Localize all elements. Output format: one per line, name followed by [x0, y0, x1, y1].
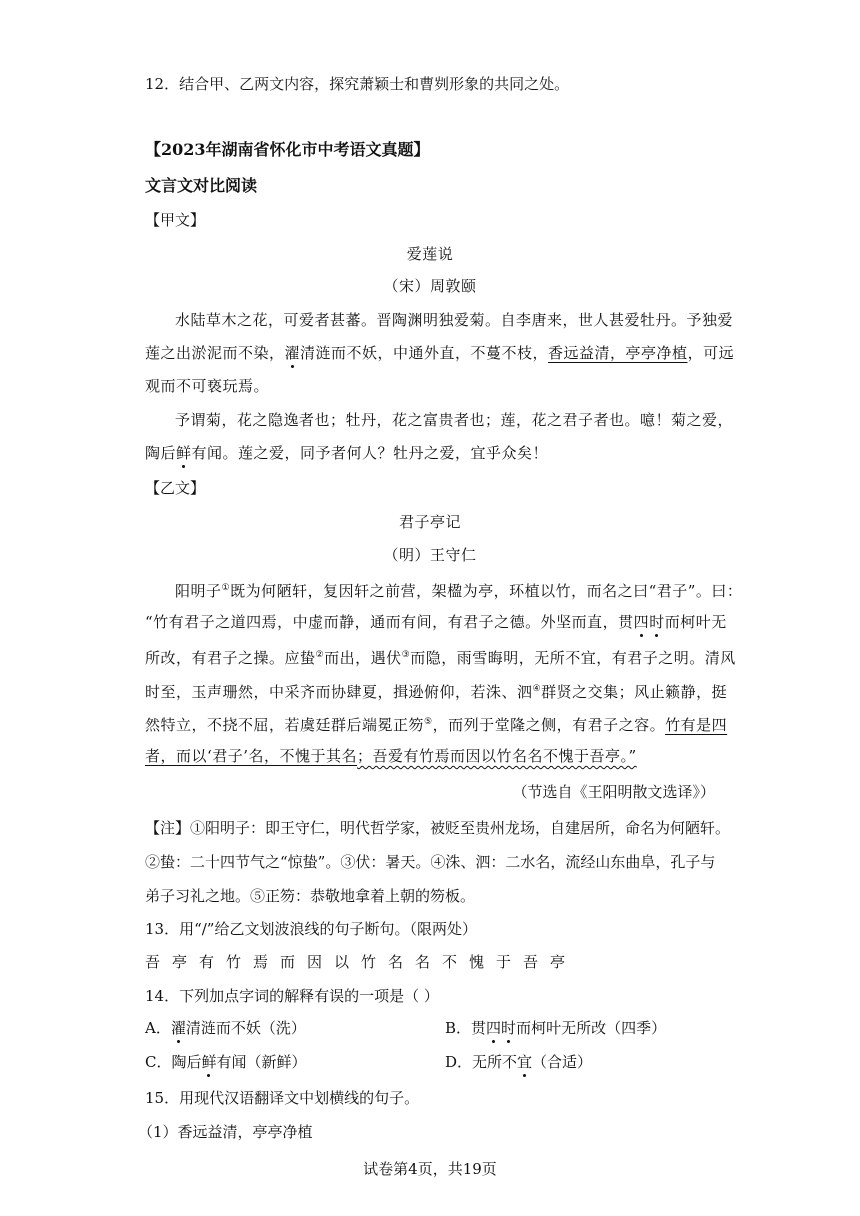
yi-label: 【乙文】 [145, 479, 206, 497]
jia-para2-line2: 陶后鲜有闻。莲之爱，同予者何人？牡丹之爱，宜乎众矣！ [145, 444, 549, 462]
option-c: C．陶后鲜有闻（新鲜） [145, 1053, 307, 1071]
jia-para2-line1: 予谓菊，花之隐逸者也；牡丹，花之富贵者也；莲，花之君子者也。噫！菊之爱， [175, 411, 734, 429]
question-12: 12．结合甲、乙两文内容，探究萧颖士和曹刿形象的共同之处。 [145, 75, 570, 93]
jia-para1-line2: 莲之出淤泥而不染，濯清涟而不妖，中通外直，不蔓不枝，香远益清，亭亭净植，可远 [145, 344, 735, 362]
jia-title: 爱莲说 [406, 245, 454, 263]
underlined-sentence: 竹有是四 [665, 716, 728, 734]
yi-line3: 所改，有君子之操。应蛰②而出，遇伏③而隐，雨雪晦明，无所不宜，有君子之明。清风 [145, 649, 736, 667]
section-subtitle: 文言文对比阅读 [145, 176, 258, 195]
question-15: 15．用现代汉语翻译文中划横线的句子。 [145, 1089, 420, 1107]
yi-line2: “竹有君子之道四焉，中虚而静，通而有间，有君子之德。外坚而直，贯四时而柯叶无 [145, 613, 727, 631]
wavy-underlined-sentence: ；吾爱有竹焉而因以竹名名不愧于吾亭。” [357, 747, 637, 765]
notes-line3: 弟子习礼之地。⑤正笏：恭敬地拿着上朝的笏板。 [145, 887, 476, 905]
jia-label: 【甲文】 [145, 211, 206, 229]
yi-title: 君子亭记 [398, 513, 461, 531]
emphasis-dot-char: 鲜 [176, 444, 192, 462]
underlined-sentence: 者，而以‘君子’名，不愧于其名 [145, 747, 358, 765]
jia-para1-line3: 观而不可亵玩焉。 [145, 377, 270, 395]
option-d: D．无所不宜（合适） [445, 1053, 593, 1071]
notes-line1: 【注】①阳明子：即王守仁，明代哲学家，被贬至贵州龙场，自建居所，命名为何陋轩。 [145, 819, 731, 837]
source-note: （节选自《王阳明散文选译》） [512, 783, 715, 801]
jia-para1-line1: 水陆草木之花，可爱者甚蕃。晋陶渊明独爱菊。自李唐来，世人甚爱牡丹。予独爱 [175, 311, 734, 329]
yi-line5: 然特立，不挠不屈，若虞廷群后端冕正笏⑤，而列于堂隆之侧，有君子之容。竹有是四 [145, 716, 728, 734]
yi-line6 [145, 746, 637, 766]
question-13-sentence: 吾亭有竹焉而因以竹名名不愧于吾亭 [145, 953, 578, 971]
section-title: 【2023年湖南省怀化市中考语文真题】 [145, 140, 430, 159]
option-b: B．贯四时而柯叶无所改（四季） [445, 1019, 667, 1037]
question-14: 14．下列加点字词的解释有误的一项是（ ） [145, 987, 439, 1005]
option-a: A．濯清涟而不妖（洗） [145, 1019, 306, 1037]
yi-line1: 阳明子①既为何陋轩，复因轩之前营，架楹为亭，环植以竹，而名之曰“君子”。曰： [175, 582, 743, 600]
emphasis-dot-char: 濯 [284, 344, 301, 362]
yi-author: （明）王守仁 [383, 546, 477, 564]
yi-line4: 时至，玉声珊然，中采齐而协肆夏，揖逊俯仰，若洙、泗④群贤之交集；风止籁静，挺 [145, 683, 728, 701]
underlined-sentence: 香远益清，亭亭净植 [548, 344, 688, 362]
page-footer: 试卷第4页，共19页 [363, 1160, 497, 1178]
jia-author: （宋）周敦颐 [383, 277, 477, 295]
question-15-part1: （1）香远益清，亭亭净植 [138, 1123, 313, 1141]
notes-line2: ②蛰：二十四节气之“惊蛰”。③伏：暑天。④洙、泗：二水名，流经山东曲阜，孔子与 [145, 853, 716, 871]
question-13: 13．用“/”给乙文划波浪线的句子断句。（限两处） [145, 920, 477, 938]
